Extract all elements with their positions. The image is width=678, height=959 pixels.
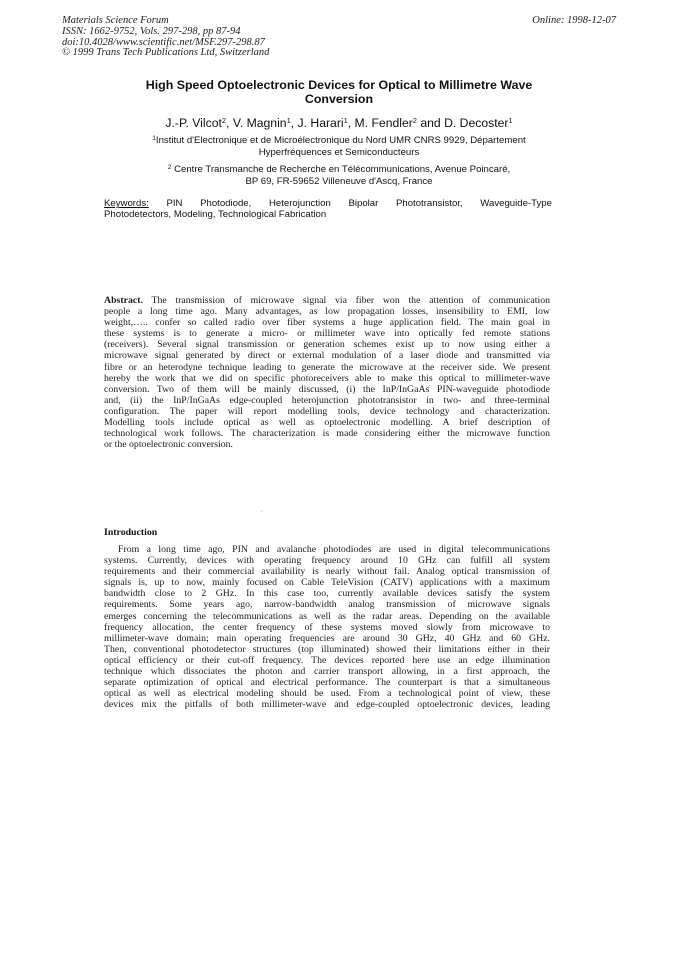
title-line: High Speed Optoelectronic Devices for Optical to Millimetre Wave <box>145 78 533 92</box>
abstract-line <box>104 295 550 306</box>
paragraph-line: technique which dissociates the photon and carrier transport allowing, in a first approach, the <box>104 666 550 678</box>
keywords-line <box>104 198 552 209</box>
abstract-label: Abstract. <box>104 295 143 306</box>
author-affiliation-marker: 1 <box>286 116 291 125</box>
affiliation-marker: 1 <box>152 135 156 142</box>
journal-name: Materials Science Forum <box>62 15 169 26</box>
paragraph-line: emerges concerning the telecommunications as well as the radar areas. Depending on the available <box>104 610 550 622</box>
keyword-term: Phototransistor, <box>395 198 463 209</box>
author-separator: , <box>347 116 355 130</box>
abstract-line: these systems is to generate a micro- or millimeter wave into optically fed remote stations <box>104 328 550 340</box>
affiliation-text: Institut d'Electronique et de Microélectronique du Nord UMR CNRS 9929, Département <box>155 135 526 146</box>
online-date: Online: 1998-12-07 <box>532 15 616 26</box>
abstract-line: microwave signal generated by direct or external modulation of a laser diode and transmitted via <box>104 350 550 362</box>
abstract-text: The transmission of microwave signal via fiber won the attention of communication <box>151 295 550 306</box>
affiliation-text: Centre Transmanche de Recherche en Télécommunications, Avenue Poincaré, <box>174 164 511 175</box>
publication-header <box>62 16 269 59</box>
paragraph-line: signals is, up to now, mainly focused on Cable TeleVision (CATV) applications with a maximum <box>104 577 550 589</box>
author-affiliation-marker: 1 <box>343 116 348 125</box>
keyword-term: Photodiode, <box>200 198 252 209</box>
paragraph-line: Then, conventional photodetector structures (top illuminated) showed their limitations either in their <box>104 643 550 655</box>
author-affiliation-marker: 2 <box>221 116 227 125</box>
keywords-label: Keywords: <box>104 198 149 209</box>
paragraph-line: optical as well as electrical modeling should be used. From a technological point of view, these <box>104 688 550 700</box>
author-affiliation-marker: 1 <box>508 116 513 125</box>
scan-speck <box>261 511 262 512</box>
author-separator: , <box>290 116 298 130</box>
keyword-term: PIN <box>166 198 183 209</box>
keyword-term: Waveguide-Type <box>480 198 552 209</box>
paragraph-line: millimeter-wave domain; main operating frequencies are around 30 GHz, 40 GHz and 60 GHz. <box>104 632 550 644</box>
author-name: D. Decoster <box>444 116 509 130</box>
affiliation-line: BP 69, FR-59652 Villeneuve d'Ascq, France <box>245 175 433 187</box>
abstract-line: weight,….. confer so called radio over fiber systems a huge application field. The main goal in <box>104 317 550 329</box>
keyword-term: Heterojunction <box>268 198 331 209</box>
affiliation-marker: 2 <box>167 164 172 171</box>
copyright-line: © 1999 Trans Tech Publications Ltd, Switzerland <box>62 47 270 59</box>
author-name: M. Fendler <box>354 116 413 130</box>
abstract-line: or the optoelectronic conversion. <box>104 439 233 451</box>
abstract-line: hereby the work that we did on specific photoreceivers able to make this optical to millimeter-wave <box>104 372 550 384</box>
abstract-line: and, (ii) the InP/InGaAs edge-coupled heterojunction phototransistor in two- and three-terminal <box>104 394 550 406</box>
abstract-line: Modelling tools include optical as well as optoelectronic modelling. A brief description of <box>104 417 550 429</box>
affiliation-line <box>80 164 598 176</box>
author-list <box>80 116 598 130</box>
affiliation-1 <box>80 135 598 159</box>
paragraph-line: requirements. Some years ago, narrow-bandwidth analog transmission of microwave signals <box>104 599 550 611</box>
doi-line: doi:10.4028/www.scientific.net/MSF.297-298.87 <box>62 36 265 48</box>
introduction-body <box>104 544 550 710</box>
author-name: V. Magnin <box>232 116 287 130</box>
abstract <box>104 295 550 450</box>
author-separator: , <box>226 116 233 130</box>
keyword-term: Bipolar <box>348 198 379 209</box>
abstract-line: fibre or an heterodyne technique leading to generate the microwave at the receiver side. We present <box>104 361 550 373</box>
paragraph-line: frequency allocation, the center frequency of these systems moved slowly from microwave to <box>104 621 550 633</box>
paper-title <box>80 78 598 107</box>
paragraph-line: systems. Currently, devices with operating frequency around 10 GHz can fulfill all system <box>104 555 550 567</box>
paragraph-line: bandwidth close to 2 GHz. In this case too, currently available devices satisfy the system <box>104 588 550 600</box>
abstract-line: people a long time ago. Many advantages, as low propagation losses, insensibility to EMI, low <box>104 306 550 318</box>
title-line: Conversion <box>304 92 374 107</box>
section-heading: Introduction <box>104 527 158 538</box>
paragraph-line: From a long time ago, PIN and avalanche photodiodes are used in digital telecommunications <box>118 544 550 555</box>
author-name: J. Harari <box>297 116 344 130</box>
abstract-line: technological work follows. The characterization is made considering either the microwave function <box>104 428 550 440</box>
keywords <box>104 198 552 221</box>
abstract-line: (receivers). Several signal transmission or generation schemes exist up to now using either a <box>104 339 550 351</box>
affiliation-line <box>80 135 598 147</box>
affiliation-2 <box>80 164 598 188</box>
paragraph-line: separate optimization of optical and electrical performance. The counterpart is that a simultaneous <box>104 677 550 689</box>
author-name: J.-P. Vilcot <box>165 116 222 130</box>
issn-line: ISSN: 1662-9752, Vols. 297-298, pp 87-94 <box>62 25 241 37</box>
affiliation-line: Hyperfréquences et Semiconducteurs <box>258 146 420 158</box>
author-separator: and <box>416 116 445 130</box>
keywords-line: Photodetectors, Modeling, Technological Fabrication <box>104 209 327 221</box>
paragraph-line: optical efficiency or their cut-off frequency. The devices reported here use an edge illumination <box>104 654 550 666</box>
abstract-line: configuration. The paper will report modelling tools, device technology and characterization. <box>104 405 550 417</box>
author-affiliation-marker: 2 <box>412 116 417 125</box>
paragraph-line: devices mix the pitfalls of both millimeter-wave and edge-coupled optoelectronic devices, leading <box>104 699 550 711</box>
paragraph-line: requirements and their commercial availability is nearly without fail. Analog optical transmission of <box>104 566 550 578</box>
abstract-line: conversion. Two of them will be mainly discussed, (i) the InP/InGaAs PIN-waveguide photodiode <box>104 383 550 395</box>
